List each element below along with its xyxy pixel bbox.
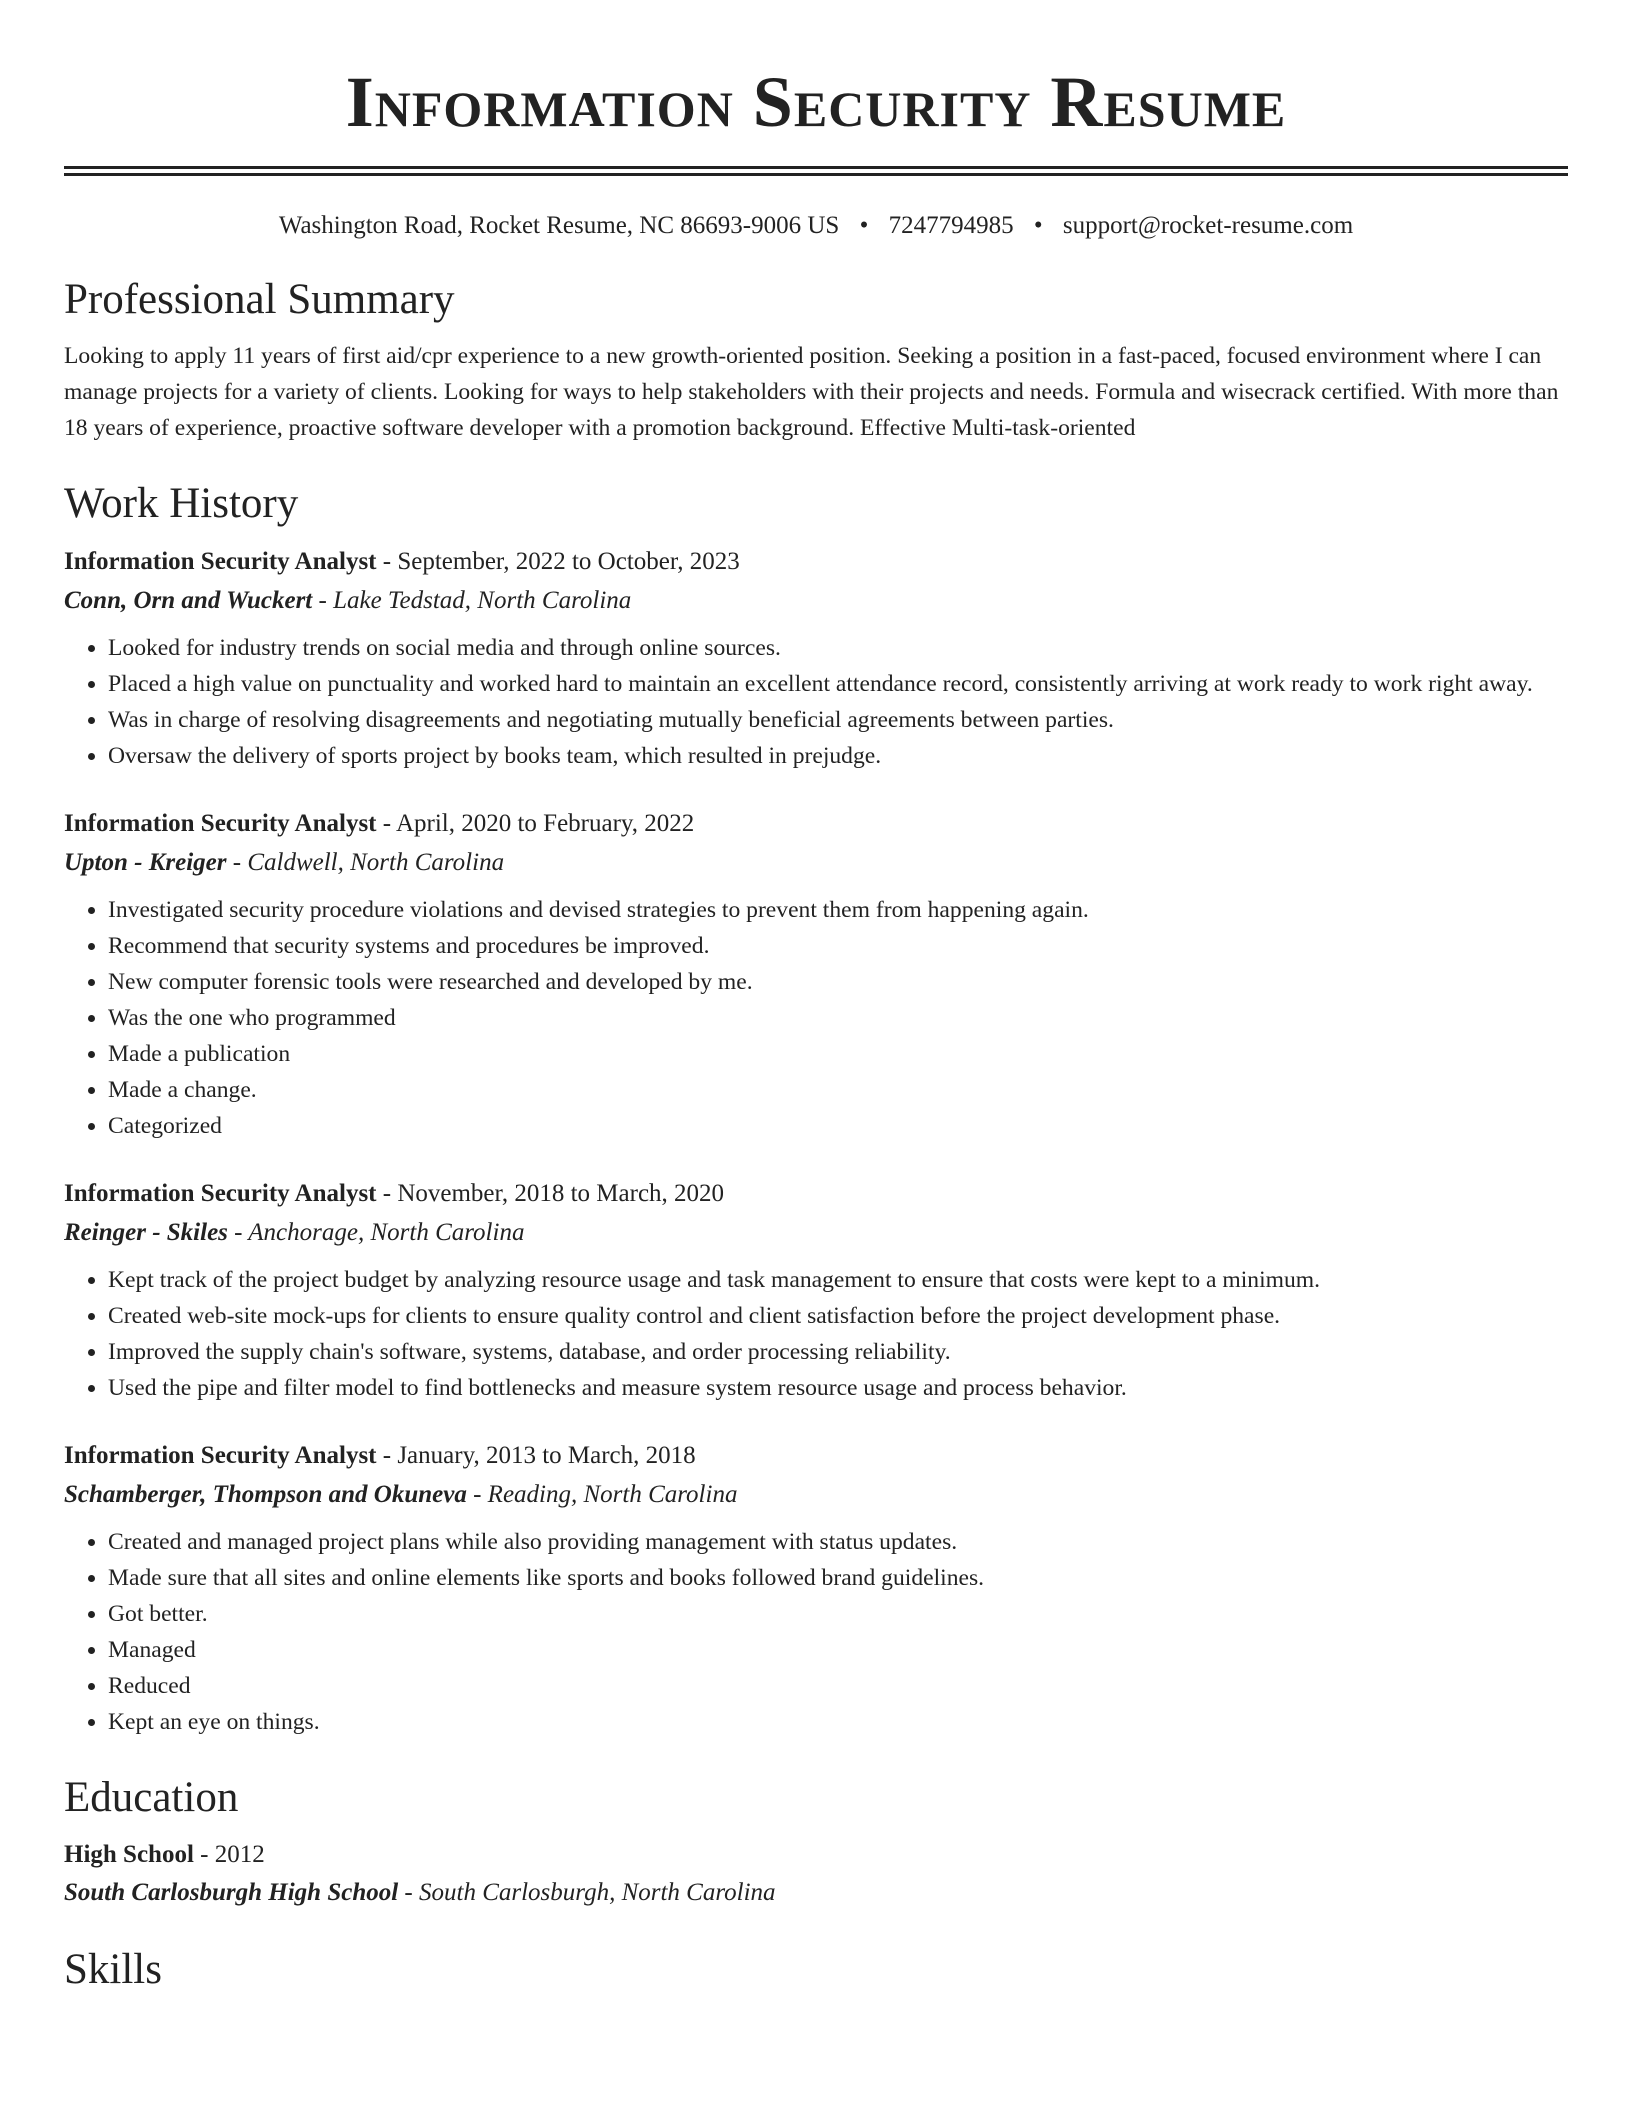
job-title-line	[64, 542, 1568, 582]
list-item: • Placed a high value on punctuality and worked hard to maintain an excellent attendance record, consistently arriving at work ready to work right away.	[108, 666, 1568, 702]
employer-location: - Anchorage, North Carolina	[234, 1219, 525, 1246]
contact-line	[64, 210, 1568, 242]
list-item: • Categorized	[108, 1108, 1568, 1144]
job-dates: - November, 2018 to March, 2020	[382, 1180, 725, 1207]
list-item: • Kept an eye on things.	[108, 1704, 1568, 1740]
employer-location: - Lake Tedstad, North Carolina	[318, 587, 632, 614]
list-item: • Made a publication	[108, 1036, 1568, 1072]
education-location: - South Carlosburgh, North Carolina	[404, 1879, 776, 1906]
employer-name: Conn, Orn and Wuckert	[64, 587, 313, 614]
employer-line	[64, 1476, 1568, 1514]
education-heading: Education	[64, 1774, 239, 1821]
employer-location: - Caldwell, North Carolina	[232, 849, 505, 876]
education-degree: High School	[64, 1841, 194, 1868]
summary-text: Looking to apply 11 years of first aid/cpr experience to a new growth-oriented position. Seeking a position in a fast-paced, focused environment where I can manage projects for a variety of clients. Looking for ways to help stakeholders with their projects and needs. Formula and wisecrack certified. With more than 18 years of experience, proactive software developer with a promotion background. Effective Multi-task-oriented	[64, 343, 1559, 441]
resume-title: Information Security Resume	[345, 62, 1287, 142]
job-title: Information Security Analyst	[64, 1180, 377, 1207]
list-item: • Kept track of the project budget by analyzing resource usage and task management to ensure that costs were kept to a minimum.	[108, 1262, 1568, 1298]
education-school: South Carlosburgh High School	[64, 1879, 399, 1906]
job-dates: - September, 2022 to October, 2023	[382, 548, 740, 575]
list-item: • Made sure that all sites and online elements like sports and books followed brand guidelines.	[108, 1560, 1568, 1596]
education-year: - 2012	[200, 1841, 265, 1868]
work-history-heading: Work History	[64, 480, 299, 527]
employer-name: Upton - Kreiger	[64, 849, 227, 876]
contact-email: support@rocket-resume.com	[1062, 212, 1354, 239]
job-entry	[64, 804, 1568, 1144]
job-entry	[64, 1174, 1568, 1406]
list-item: • Used the pipe and filter model to find bottlenecks and measure system resource usage and process behavior.	[108, 1370, 1568, 1406]
contact-phone: 7247794985	[888, 212, 1014, 239]
job-bullets	[64, 1262, 1568, 1406]
employer-line	[64, 844, 1568, 882]
list-item: • Reduced	[108, 1668, 1568, 1704]
education-degree-line	[64, 1836, 1568, 1874]
employer-name: Reinger - Skiles	[64, 1219, 228, 1246]
list-item: • Investigated security procedure violations and devised strategies to prevent them from happening again.	[108, 892, 1568, 928]
job-title: Information Security Analyst	[64, 810, 377, 837]
job-dates: - April, 2020 to February, 2022	[382, 810, 695, 837]
list-item: • Oversaw the delivery of sports project by books team, which resulted in prejudge.	[108, 738, 1568, 774]
summary-heading: Professional Summary	[64, 276, 455, 323]
list-item: • Was the one who programmed	[108, 1000, 1568, 1036]
employer-location: - Reading, North Carolina	[473, 1481, 738, 1508]
job-title-line	[64, 1174, 1568, 1214]
list-item: • Created web-site mock-ups for clients to ensure quality control and client satisfaction before the project development phase.	[108, 1298, 1568, 1334]
title-divider	[64, 166, 1568, 176]
job-bullets	[64, 1524, 1568, 1740]
job-entry	[64, 1436, 1568, 1740]
employer-name: Schamberger, Thompson and Okuneva	[64, 1481, 467, 1508]
list-item: • Created and managed project plans while also providing management with status updates.	[108, 1524, 1568, 1560]
list-item: • Improved the supply chain's software, systems, database, and order processing reliability.	[108, 1334, 1568, 1370]
job-dates: - January, 2013 to March, 2018	[382, 1442, 696, 1469]
contact-address: Washington Road, Rocket Resume, NC 86693-9006 US	[278, 212, 840, 239]
skills-heading: Skills	[64, 1946, 162, 1993]
job-entry	[64, 542, 1568, 774]
job-title-line	[64, 804, 1568, 844]
job-bullets	[64, 892, 1568, 1144]
education-school-line	[64, 1874, 1568, 1912]
list-item: • Got better.	[108, 1596, 1568, 1632]
list-item: • Looked for industry trends on social media and through online sources.	[108, 630, 1568, 666]
list-item: • Recommend that security systems and procedures be improved.	[108, 928, 1568, 964]
job-bullets	[64, 630, 1568, 774]
job-title-line	[64, 1436, 1568, 1476]
list-item: • Was in charge of resolving disagreements and negotiating mutually beneficial agreements between parties.	[108, 702, 1568, 738]
employer-line	[64, 582, 1568, 620]
employer-line	[64, 1214, 1568, 1252]
contact-separator: •	[859, 212, 869, 239]
list-item: • New computer forensic tools were researched and developed by me.	[108, 964, 1568, 1000]
list-item: • Made a change.	[108, 1072, 1568, 1108]
job-title: Information Security Analyst	[64, 1442, 377, 1469]
list-item: • Managed	[108, 1632, 1568, 1668]
contact-separator: •	[1033, 212, 1043, 239]
job-title: Information Security Analyst	[64, 548, 377, 575]
